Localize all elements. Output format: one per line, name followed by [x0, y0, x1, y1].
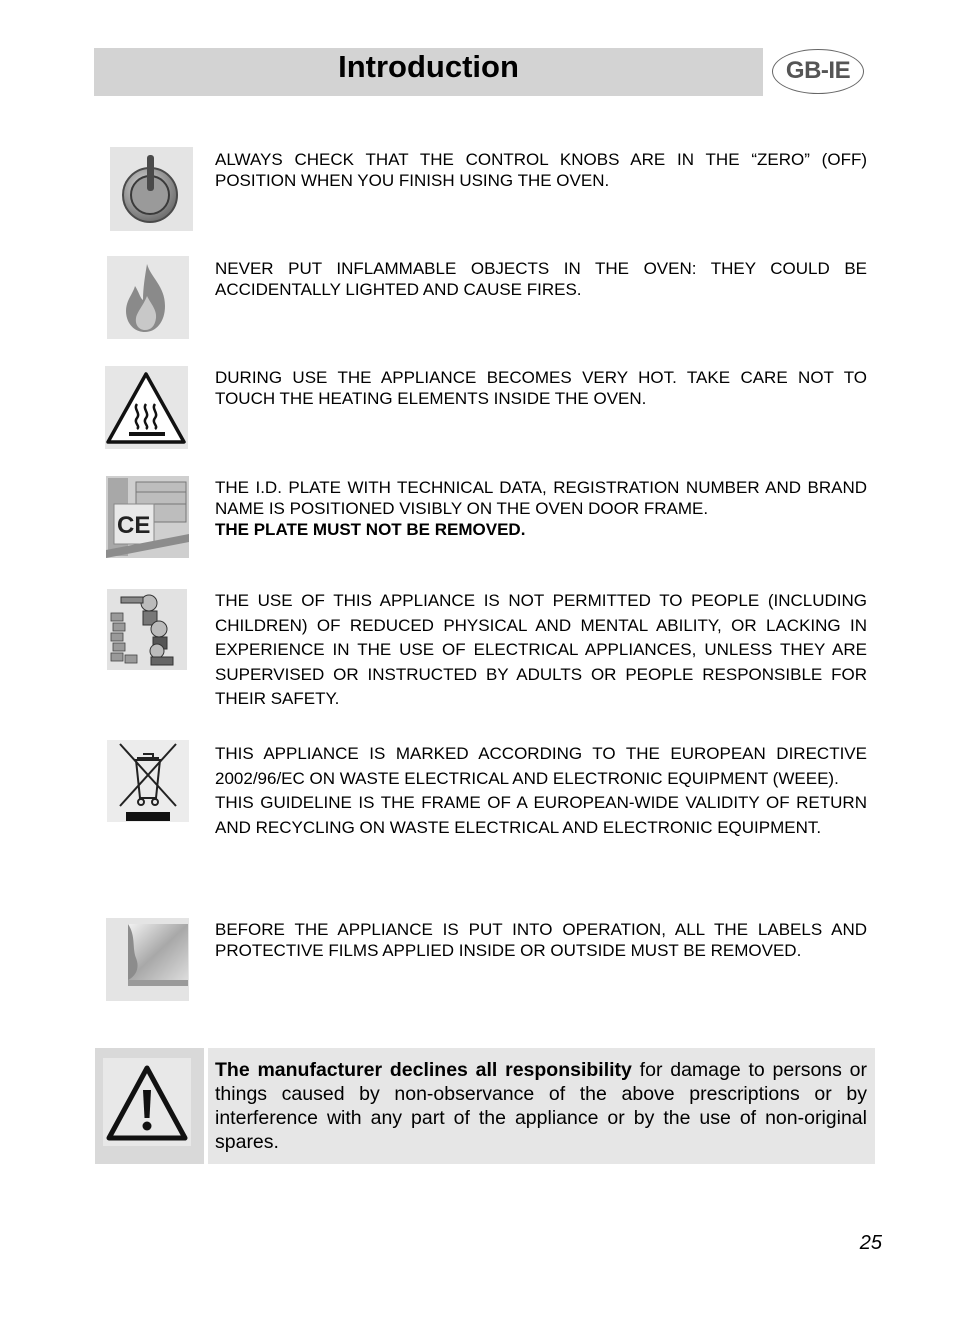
- item-children-text: [215, 589, 867, 712]
- svg-text:CE: CE: [117, 512, 151, 539]
- disclaimer-body-text: for damage to persons or things caused by non-observance of the above prescriptions or by interference with any part of the appliance or by the use of non-original spares.: [215, 1059, 868, 1153]
- item-weee-line-2: THIS GUIDELINE IS THE FRAME OF A EUROPEAN-WIDE VALIDITY OF RETURN AND RECYCLING ON WASTE ELECTRICAL AND ELECTRONIC EQUIPMENT.: [215, 793, 867, 837]
- disclaimer-text: [215, 1058, 867, 1154]
- disclaimer-box: [95, 1048, 875, 1164]
- weee-crossed-bin-icon: [107, 740, 189, 822]
- disclaimer-bold-text: The manufacturer declines all responsibility: [215, 1059, 632, 1081]
- item-id-plate-line: THE I.D. PLATE WITH TECHNICAL DATA, REGISTRATION NUMBER AND BRAND NAME IS POSITIONED VISIBLY ON THE OVEN DOOR FRAME.: [215, 478, 867, 518]
- general-warning-icon: [103, 1058, 191, 1146]
- page-number: 25: [859, 1232, 882, 1254]
- item-inflammable-text: [215, 258, 867, 300]
- item-hot-text: [215, 367, 867, 409]
- item-inflammable-line: NEVER PUT INFLAMMABLE OBJECTS IN THE OVEN: THEY COULD BE ACCIDENTALLY LIGHTED AND CAUSE FIRES.: [215, 259, 867, 299]
- item-children-line: THE USE OF THIS APPLIANCE IS NOT PERMITTED TO PEOPLE (INCLUDING CHILDREN) OF REDUCED PHYSICAL AND MENTAL ABILITY, OR LACKING IN EXPERIENCE IN THE USE OF ELECTRICAL APPLIANCES, UNLESS THEY ARE SUPERVISED OR INSTRUCTED BY ADULTS OR PEOPLE RESPONSIBLE FOR THEIR SAFETY.: [215, 591, 867, 708]
- item-id-plate-bold-line: THE PLATE MUST NOT BE REMOVED.: [215, 520, 526, 539]
- ce-plate-icon: [106, 476, 189, 558]
- hot-surface-warning-icon: [105, 366, 188, 449]
- language-badge: GB-IE: [772, 49, 864, 94]
- item-weee-line-1: THIS APPLIANCE IS MARKED ACCORDING TO THE EUROPEAN DIRECTIVE 2002/96/EC ON WASTE ELECTRICAL AND ELECTRONIC EQUIPMENT (WEEE).: [215, 744, 867, 788]
- flame-icon: [107, 256, 189, 339]
- item-id-plate-text: [215, 477, 867, 540]
- protective-film-icon: [106, 918, 189, 1001]
- page-title: Introduction: [338, 49, 519, 84]
- children-warning-icon: [107, 589, 187, 670]
- item-films-line: BEFORE THE APPLIANCE IS PUT INTO OPERATION, ALL THE LABELS AND PROTECTIVE FILMS APPLIED INSIDE OR OUTSIDE MUST BE REMOVED.: [215, 920, 867, 960]
- item-films-text: [215, 919, 867, 961]
- item-hot-line: DURING USE THE APPLIANCE BECOMES VERY HOT. TAKE CARE NOT TO TOUCH THE HEATING ELEMENTS INSIDE THE OVEN.: [215, 368, 867, 408]
- item-knobs-line: ALWAYS CHECK THAT THE CONTROL KNOBS ARE IN THE “ZERO” (OFF) POSITION WHEN YOU FINISH USING THE OVEN.: [215, 150, 867, 190]
- control-knob-icon: [110, 147, 193, 231]
- item-weee-text: [215, 742, 867, 840]
- item-knobs-text: [215, 149, 867, 191]
